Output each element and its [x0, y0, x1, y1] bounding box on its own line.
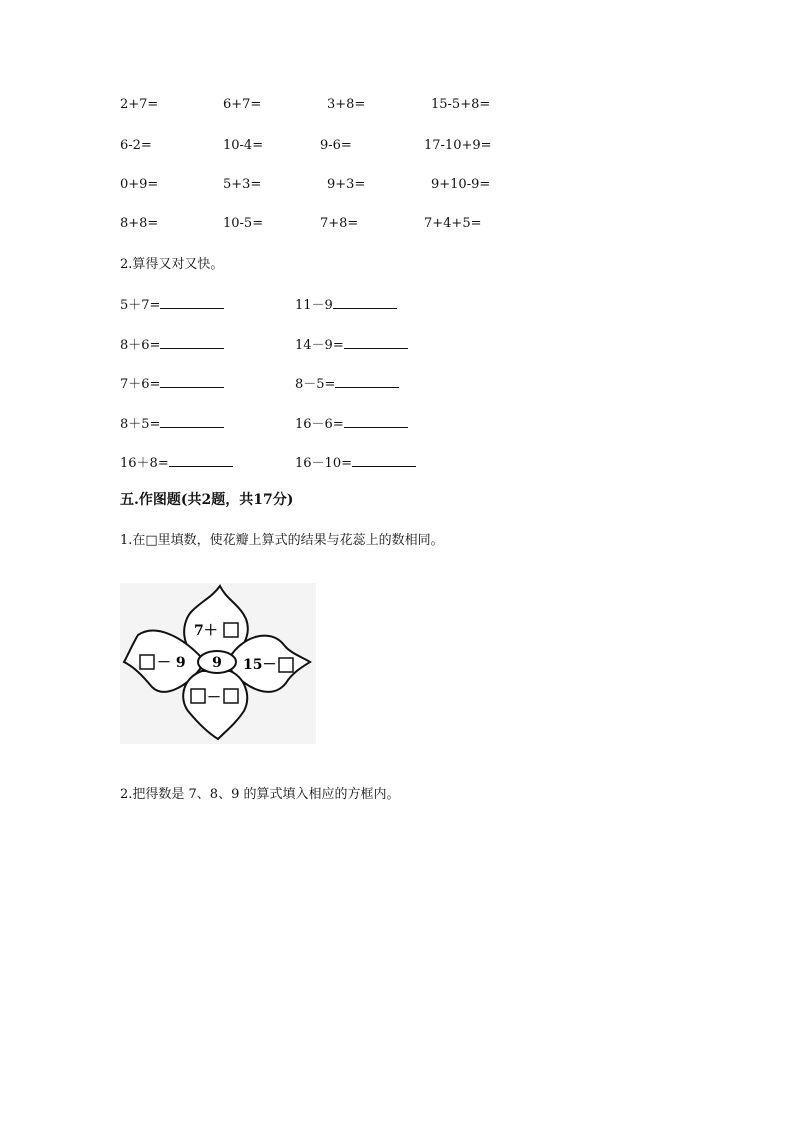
equation: 9+10-9= — [431, 177, 491, 192]
equation: 10-4= — [223, 138, 264, 153]
question-title: 2.算得又对又快。 — [120, 257, 224, 272]
equation-text: 7＋6= — [120, 377, 161, 392]
answer-blank[interactable] — [160, 415, 224, 428]
equation: 3+8= — [327, 97, 366, 112]
top-expression: 7＋ — [194, 623, 218, 639]
equation — [120, 336, 224, 354]
answer-box[interactable] — [191, 689, 205, 703]
equation-text: 8＋6= — [120, 338, 161, 353]
equation: 6-2= — [120, 138, 152, 153]
equation-text: 16＋8= — [120, 456, 169, 471]
equation — [295, 375, 399, 393]
equation: 2+7= — [120, 97, 159, 112]
equation — [120, 415, 224, 433]
equation: 15-5+8= — [431, 97, 491, 112]
answer-box[interactable] — [279, 658, 293, 672]
equation: 5+3= — [223, 177, 262, 192]
right-expression: 15－ — [243, 657, 277, 673]
equation — [295, 415, 408, 433]
center-number: 9 — [212, 655, 222, 671]
answer-blank[interactable] — [344, 415, 408, 428]
equation — [295, 296, 397, 314]
equation: 9-6= — [320, 138, 352, 153]
equation: 7+8= — [320, 216, 359, 231]
answer-blank[interactable] — [160, 296, 224, 309]
equation — [295, 336, 408, 354]
answer-blank[interactable] — [160, 375, 224, 388]
equation — [295, 454, 416, 472]
answer-box[interactable] — [140, 655, 154, 669]
equation — [120, 296, 224, 314]
equation: 10-5= — [223, 216, 264, 231]
answer-blank[interactable] — [160, 336, 224, 349]
bottom-expression: － — [207, 690, 221, 706]
section-heading: 五.作图题(共2题，共17分) — [120, 492, 294, 508]
equation: 17-10+9= — [424, 138, 492, 153]
equation-text: 11－9 — [295, 298, 333, 313]
equation-text: 8－5= — [295, 377, 336, 392]
equation: 8+8= — [120, 216, 159, 231]
equation: 0+9= — [120, 177, 159, 192]
answer-blank[interactable] — [169, 454, 233, 467]
left-expression: － 9 — [157, 655, 186, 671]
answer-blank[interactable] — [333, 296, 397, 309]
question-text: 2.把得数是 7、8、9 的算式填入相应的方框内。 — [120, 787, 400, 802]
equation-text: 16－6= — [295, 417, 344, 432]
answer-blank[interactable] — [344, 336, 408, 349]
equation-text: 5＋7= — [120, 298, 161, 313]
equation-text: 8＋5= — [120, 417, 161, 432]
equation: 6+7= — [223, 97, 262, 112]
equation — [120, 375, 224, 393]
equation — [120, 454, 233, 472]
flower-diagram — [120, 583, 316, 744]
equation: 7+4+5= — [424, 216, 482, 231]
answer-box[interactable] — [224, 623, 238, 637]
question-text: 1.在□里填数，使花瓣上算式的结果与花蕊上的数相同。 — [120, 533, 444, 548]
equation: 9+3= — [327, 177, 366, 192]
answer-box[interactable] — [224, 689, 238, 703]
answer-blank[interactable] — [335, 375, 399, 388]
equation-text: 16－10= — [295, 456, 352, 471]
answer-blank[interactable] — [352, 454, 416, 467]
equation-text: 14－9= — [295, 338, 344, 353]
